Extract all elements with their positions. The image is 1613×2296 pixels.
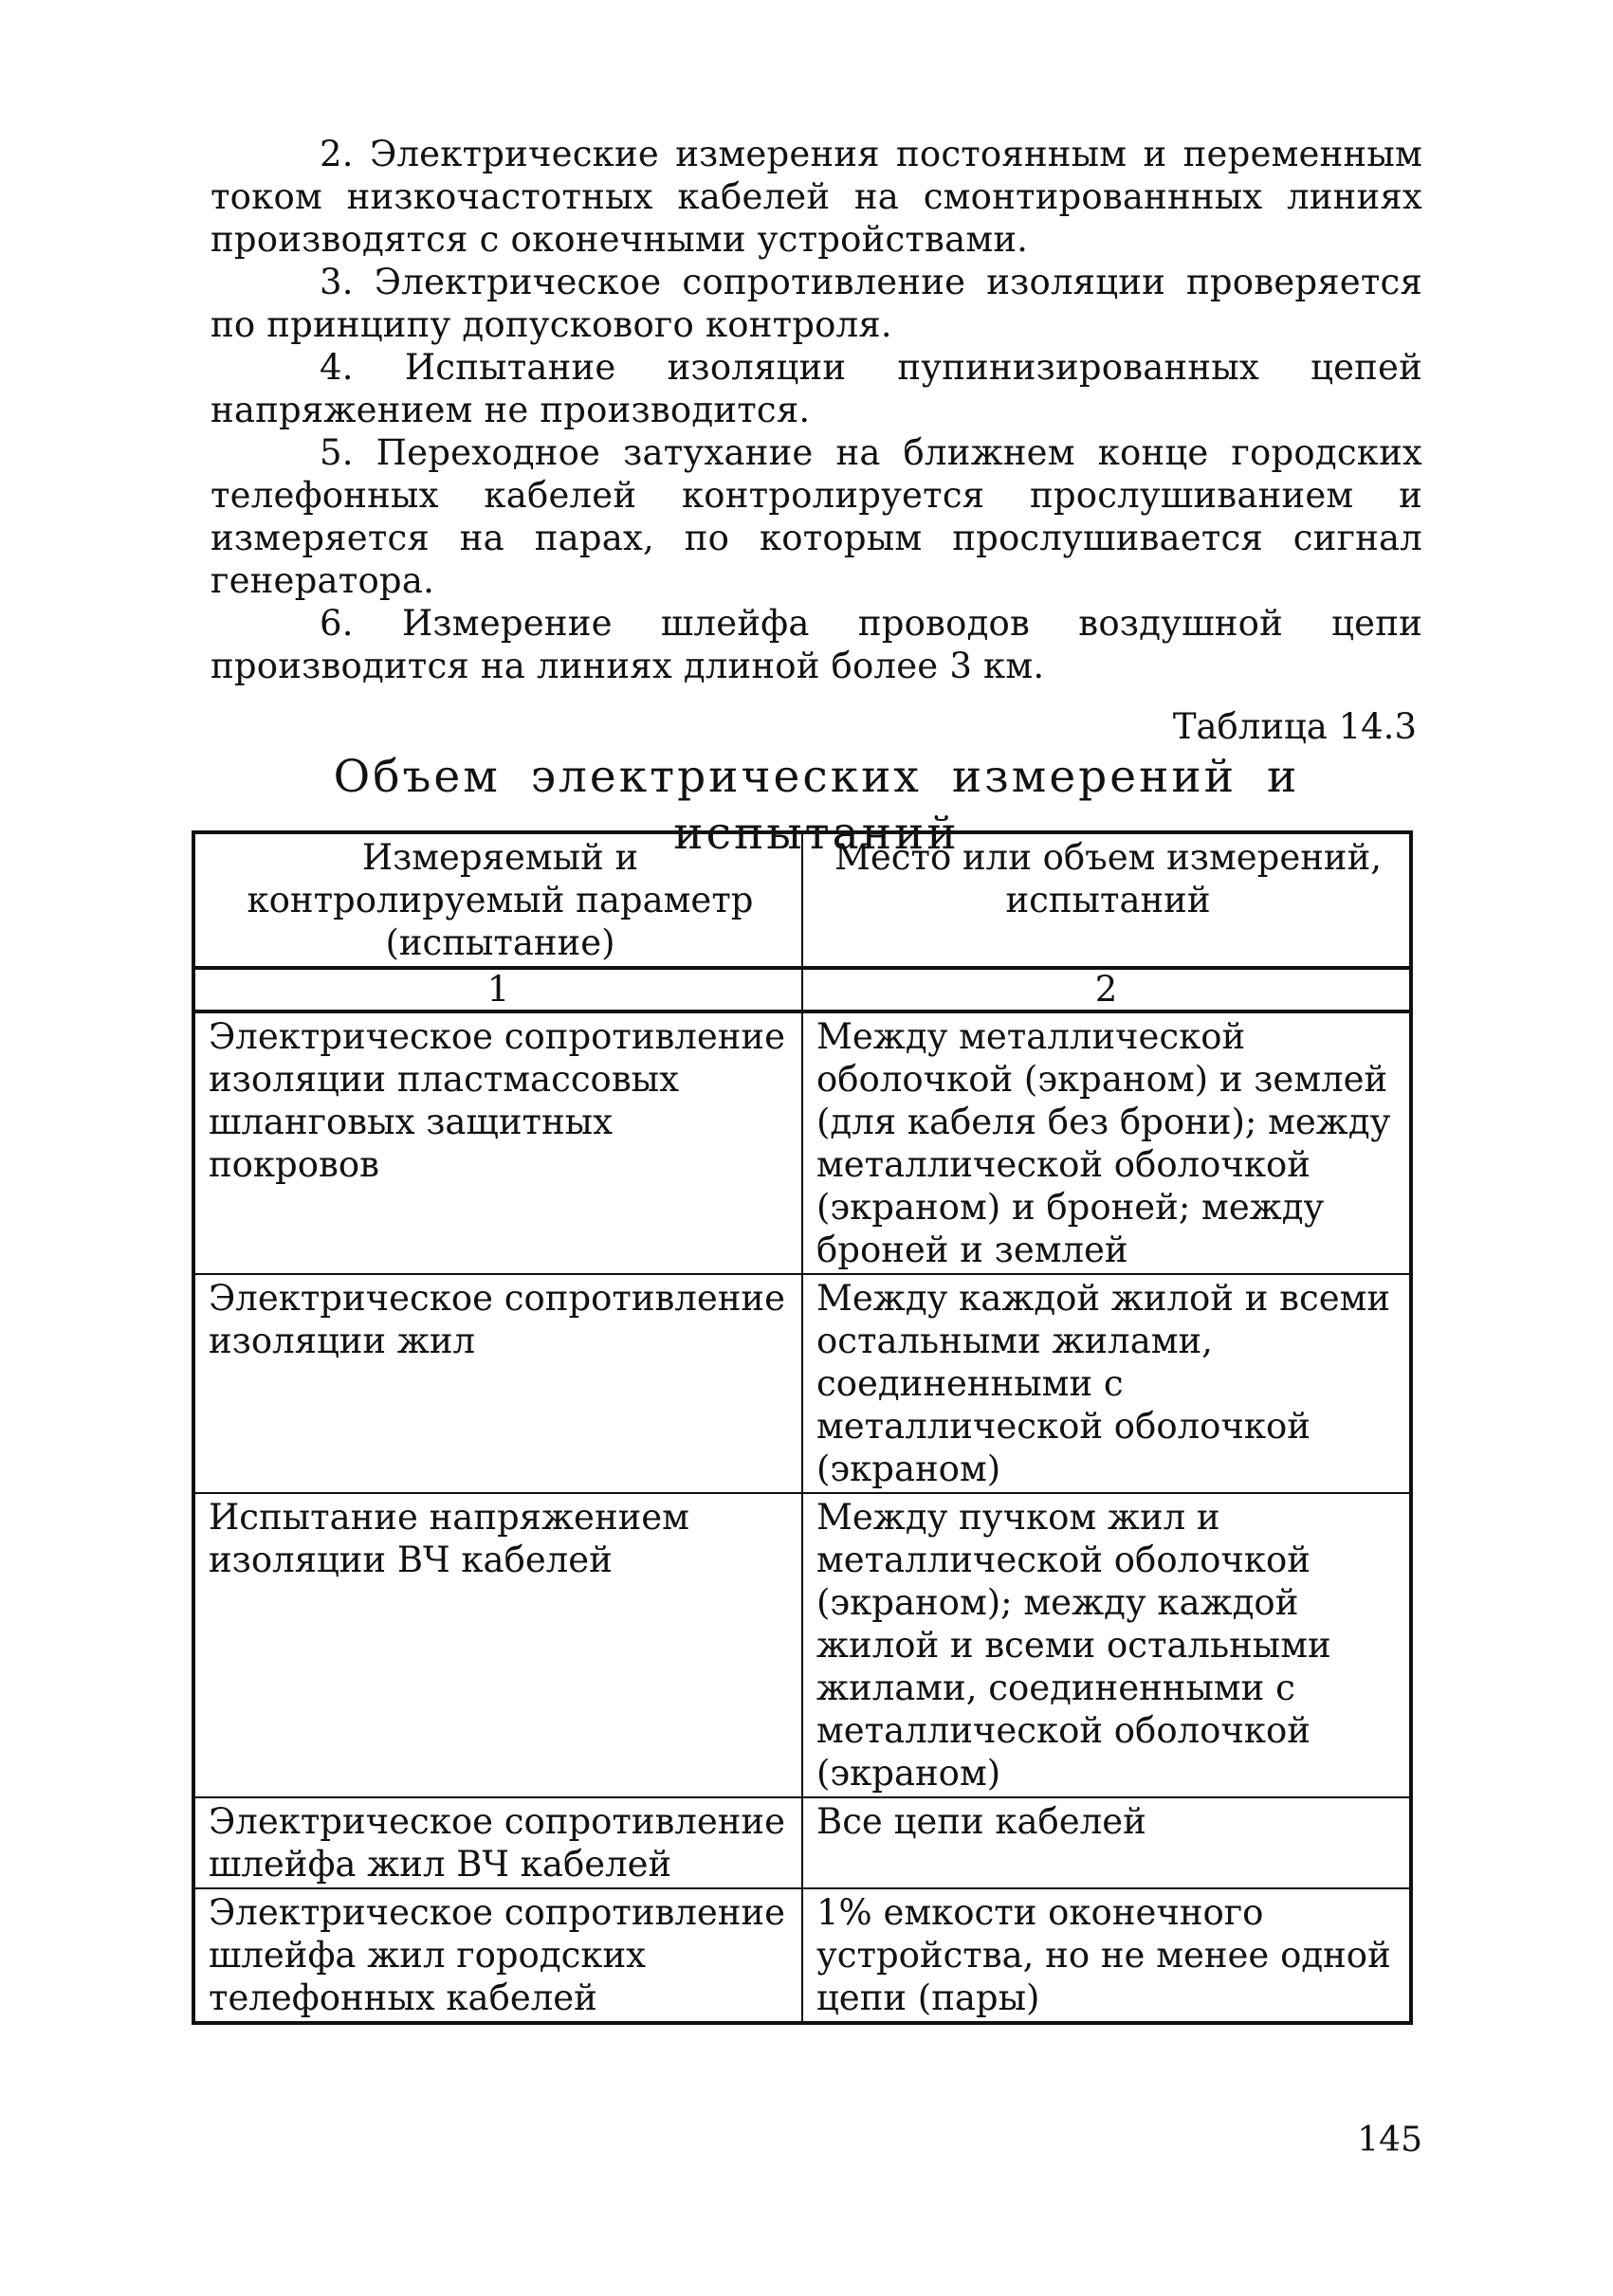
column-number-2: 2	[802, 968, 1411, 1011]
paragraph-6: 6. Измерение шлейфа проводов воздушной цепи производится на линиях длиной более 3 км.	[211, 603, 1422, 686]
paragraph-4: 4. Испытание изоляции пупинизированных цепей напряжением не производится.	[211, 347, 1422, 430]
place-cell: 1% емкости оконечного устройства, но не менее одной цепи (пары)	[802, 1888, 1411, 2023]
place-cell: Все цепи кабелей	[802, 1797, 1411, 1888]
parameter-cell: Электрическое сопротивление изоляции жил	[193, 1274, 802, 1493]
table-title: Объем электрических измерений и испытаний	[333, 751, 1300, 860]
measurements-table	[192, 830, 1409, 2025]
table-row	[193, 1797, 1411, 1888]
paragraph-2: 2. Электрические измерения постоянным и переменным током низкочастотных кабелей на смонтированнных линиях производятся с оконечными устройствами.	[211, 134, 1422, 260]
place-cell: Между металлической оболочкой (экраном) и землей (для кабеля без брони); между металлической оболочкой (экраном) и броней; между броней и землей	[802, 1011, 1411, 1274]
place-cell: Между пучком жил и металлической оболочкой (экраном); между каждой жилой и всеми остальными жилами, соединенными с металлической оболочкой (экраном)	[802, 1493, 1411, 1797]
column-header-parameter: Измеряемый и контролируемый параметр (испытание)	[193, 832, 802, 968]
parameter-cell: Электрическое сопротивление шлейфа жил ВЧ кабелей	[193, 1797, 802, 1888]
table-header-row	[193, 832, 1411, 968]
parameter-cell: Испытание напряжением изоляции ВЧ кабелей	[193, 1493, 802, 1797]
table-row	[193, 1274, 1411, 1493]
paragraph-3: 3. Электрическое сопротивление изоляции проверяется по принципу допускового контроля.	[211, 262, 1422, 345]
table-row	[193, 1493, 1411, 1797]
page-number: 145	[1357, 2121, 1422, 2159]
column-number-1: 1	[193, 968, 802, 1011]
parameter-cell: Электрическое сопротивление шлейфа жил городских телефонных кабелей	[193, 1888, 802, 2023]
table-row	[193, 1011, 1411, 1274]
column-header-place: Место или объем измерений, испытаний	[802, 832, 1411, 968]
table-row	[193, 1888, 1411, 2023]
column-number-row	[193, 968, 1411, 1011]
table-label: Таблица 14.3	[1172, 706, 1417, 747]
paragraph-5: 5. Переходное затухание на ближнем конце городских телефонных кабелей контролируется прослушиванием и измеряется на парах, по которым прослушивается сигнал генератора.	[211, 432, 1422, 601]
place-cell: Между каждой жилой и всеми остальными жилами, соединенными с металлической оболочкой (экраном)	[802, 1274, 1411, 1493]
body-text	[211, 133, 1422, 687]
parameter-cell: Электрическое сопротивление изоляции пластмассовых шланговых защитных покровов	[193, 1011, 802, 1274]
